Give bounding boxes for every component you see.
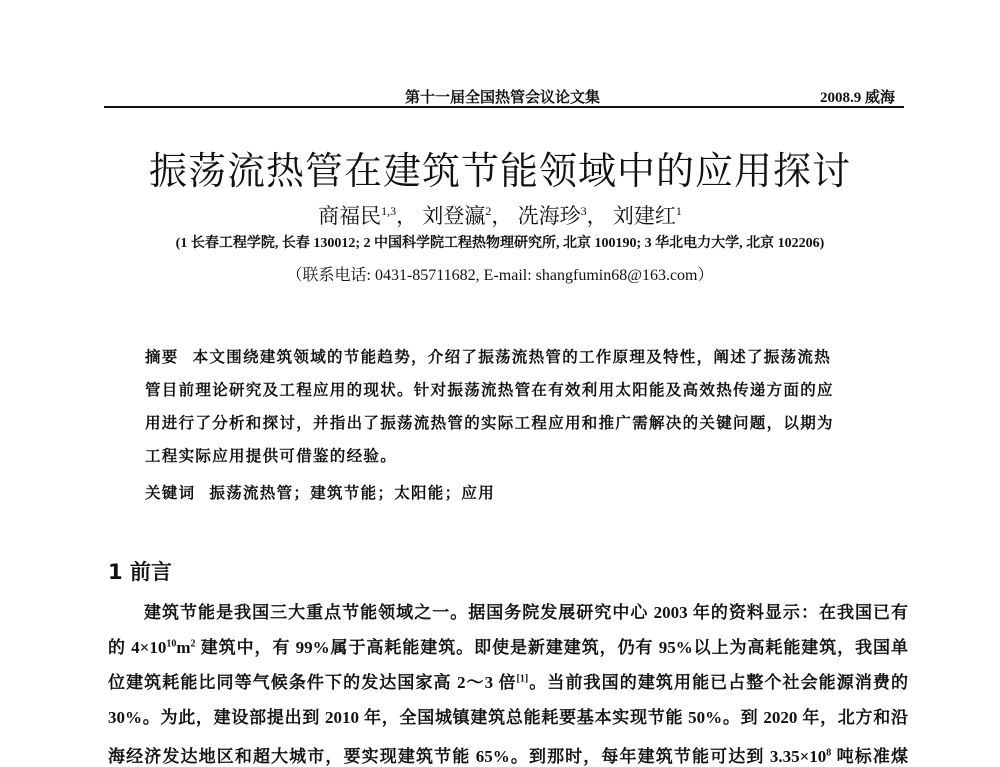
abstract-line: 摘要 本文围绕建筑领域的节能趋势，介绍了振荡流热管的工作原理及特性，阐述了振荡流热 bbox=[145, 348, 832, 366]
abstract-label: 摘要 bbox=[145, 348, 179, 366]
author: 刘登瀛$^2$， bbox=[422, 204, 513, 228]
body-line: 位建筑耗能比同等气候条件下的发达国家高 2～3 倍[1]。当前我国的建筑用能已占整个社会能源消费的 bbox=[108, 673, 909, 692]
contact-info: （联系电话: 0431-85711682, E-mail: shangfumin68@163.com） bbox=[286, 267, 714, 284]
abstract-line: 用进行了分析和探讨，并指出了振荡流热管的实际工程应用和推广需解决的关键问题，以期为 bbox=[145, 415, 834, 432]
body-line: 30%。为此，建设部提出到 2010 年，全国城镇建筑总能耗要基本实现节能 50%。到 2020 年，北方和沿 bbox=[108, 708, 908, 727]
author: 商福民$^{1,3}$， bbox=[318, 204, 418, 228]
author-list bbox=[0, 200, 1000, 230]
keywords-label: 关键词 bbox=[145, 484, 196, 502]
abstract-line: 管目前理论研究及工程应用的现状。针对振荡流热管在有效利用太阳能及高效热传递方面的应 bbox=[145, 382, 834, 399]
keywords: 关键词 振荡流热管；建筑节能；太阳能；应用 bbox=[145, 484, 496, 502]
body-line: 建筑节能是我国三大重点节能领域之一。据国务院发展研究中心 2003 年的资料显示：在我国已有 bbox=[108, 603, 908, 622]
affiliations: (1 长春工程学院, 长春 130012; 2 中国科学院工程热物理研究所, 北京 100190; 3 华北电力大学, 北京 102206) bbox=[175, 236, 825, 251]
section-heading: 1 前言 bbox=[108, 560, 172, 584]
abstract-line: 工程实际应用提供可借鉴的经验。 bbox=[145, 448, 398, 465]
paper-title: 振荡流热管在建筑节能领域中的应用探讨 bbox=[148, 149, 851, 193]
running-header-proceedings: 第十一届全国热管会议论文集 bbox=[405, 90, 601, 106]
author: 冼海珍$^3$， bbox=[517, 204, 608, 228]
body-line: 海经济发达地区和超大城市，要实现建筑节能 65%。到那时，每年建筑节能可达到 $3.35\times 10^8$ 吨标准煤 bbox=[108, 747, 909, 766]
body-line: 的 $4\times 10^{10}m^2$ 建筑中，有 99%属于高耗能建筑。即使是新建建筑，仍有 95%以上为高耗能建筑，我国单 bbox=[108, 638, 909, 657]
header-rule bbox=[104, 106, 904, 108]
running-header-date: 2008.9 威海 bbox=[820, 90, 896, 106]
author: 刘建红$^1$ bbox=[612, 204, 682, 228]
